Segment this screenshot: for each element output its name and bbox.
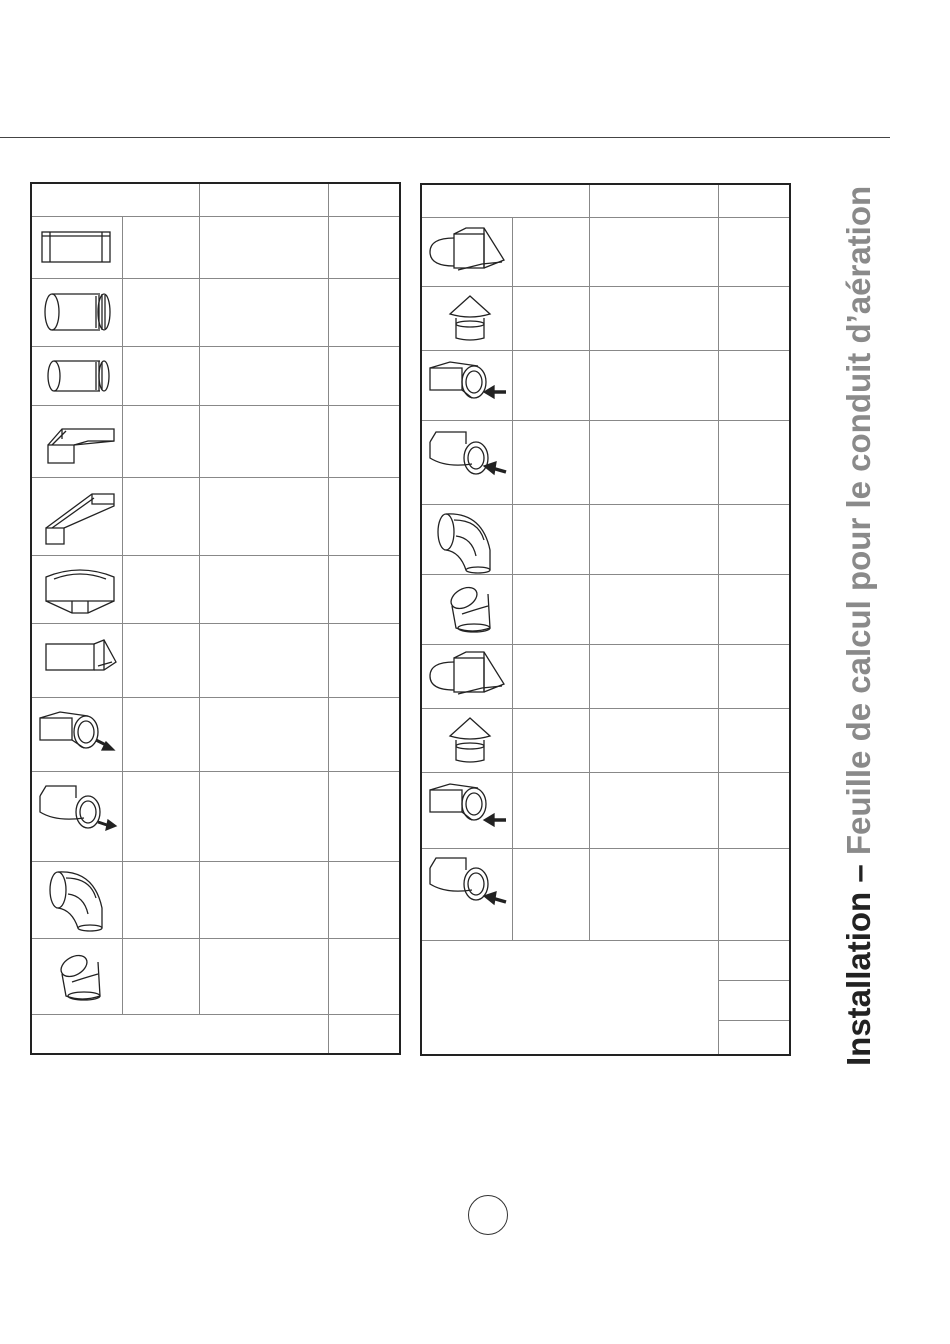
table-row bbox=[32, 278, 399, 279]
round-duct-small-icon bbox=[44, 356, 114, 396]
table-header-divider bbox=[32, 216, 399, 217]
table-row bbox=[32, 477, 399, 478]
transition-round-to-rect-icon bbox=[426, 358, 510, 412]
table-row bbox=[32, 861, 399, 862]
table-row bbox=[422, 574, 789, 575]
table-row bbox=[32, 771, 399, 772]
table-row bbox=[422, 708, 789, 709]
page-number-marker bbox=[468, 1195, 508, 1235]
table-row bbox=[422, 644, 789, 645]
table-row bbox=[422, 420, 789, 421]
rectangular-elbow-90-flat-icon bbox=[44, 415, 119, 470]
round-elbow-90-icon bbox=[44, 868, 114, 932]
roof-cap-round-icon bbox=[446, 714, 494, 766]
table-row bbox=[422, 504, 789, 505]
column-divider bbox=[589, 185, 590, 940]
rectangular-duct-icon bbox=[40, 228, 115, 268]
rectangular-elbow-45-flat-icon bbox=[42, 488, 120, 548]
rectangular-elbow-90-edge-icon bbox=[42, 567, 120, 617]
wall-cap-rectangular-icon bbox=[42, 636, 120, 678]
column-divider bbox=[512, 217, 513, 940]
table-row bbox=[32, 623, 399, 624]
transition-round-to-rect-elbow-icon bbox=[426, 428, 510, 484]
table-total-row bbox=[718, 980, 789, 981]
column-divider bbox=[328, 184, 329, 1053]
wall-cap-round-icon bbox=[428, 226, 508, 280]
round-elbow-45-icon bbox=[444, 580, 506, 636]
side-title-section: Installation – bbox=[840, 855, 877, 1066]
transition-rect-to-round-icon bbox=[36, 708, 120, 760]
header-rule bbox=[0, 137, 890, 138]
roof-cap-round-icon bbox=[446, 292, 494, 344]
transition-round-to-rect-elbow-icon bbox=[426, 854, 510, 910]
table-row bbox=[422, 350, 789, 351]
table-row bbox=[422, 772, 789, 773]
table-row bbox=[422, 286, 789, 287]
column-divider bbox=[718, 185, 719, 1054]
column-divider bbox=[122, 216, 123, 1014]
table-header-divider bbox=[422, 217, 789, 218]
column-divider bbox=[199, 184, 200, 1014]
table-row bbox=[32, 555, 399, 556]
round-elbow-45-icon bbox=[54, 948, 116, 1004]
table-row bbox=[32, 405, 399, 406]
table-row bbox=[32, 346, 399, 347]
table-total-row bbox=[422, 940, 789, 941]
side-title-subject: Feuille de calcul pour le conduit d’aération bbox=[840, 185, 877, 856]
page-side-title bbox=[840, 186, 878, 1066]
round-duct-large-icon bbox=[42, 290, 117, 336]
table-total-row bbox=[32, 1014, 399, 1015]
round-elbow-90-icon bbox=[432, 510, 502, 574]
table-row bbox=[32, 938, 399, 939]
table-row bbox=[32, 697, 399, 698]
wall-cap-round-icon bbox=[428, 650, 508, 702]
transition-rect-to-round-elbow-icon bbox=[36, 782, 120, 838]
table-total-row bbox=[718, 1020, 789, 1021]
table-row bbox=[422, 848, 789, 849]
transition-round-to-rect-icon bbox=[426, 780, 510, 836]
